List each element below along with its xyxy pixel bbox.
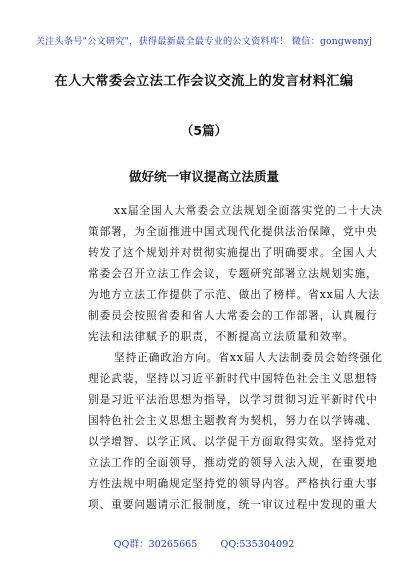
text-line: 以学增智、以学正风、以学促干方面取得实效。坚持党对	[88, 435, 378, 448]
text-line: 策部署，为全面推进中国式现代化提供法治保障，党中央	[88, 225, 378, 238]
footer-qq: QQ:535304092	[220, 539, 295, 550]
document-title: 在人大常委会立法工作会议交流上的发言材料汇编	[54, 74, 354, 89]
text-line: 制委员会按照省委和省人大常委会的工作部署，认真履行	[88, 309, 378, 322]
section-heading: 做好统一审议提高立法质量	[128, 169, 279, 184]
text-line: 项、重要问题请示汇报制度，统一审议过程中发现的重大	[88, 498, 378, 511]
text-line: 国特色社会主义思想主题教育为契机，努力在以学铸魂、	[88, 414, 378, 427]
text-line: 转发了这个规划并对贯彻实施提出了明确要求。全国人大	[88, 246, 378, 259]
body-text	[88, 200, 383, 515]
text-line: 常委会召开立法工作会议，专题研究部署立法规划实施，	[88, 267, 378, 280]
footer-contact	[0, 536, 408, 550]
text-line: 宪法和法律赋予的职责，不断提高立法质量和效率。	[88, 330, 355, 343]
text-line: 为地方立法工作提供了示范、做出了榜样。省xx届人大法	[88, 288, 380, 301]
text-line: 理论武装，坚持以习近平新时代中国特色社会主义思想特	[88, 372, 378, 385]
text-line: 立法工作的全面领导，推动党的领导入法入规，在重要地	[88, 456, 378, 469]
header-watermark-note: 关注头条号"公文研究"，获得最新最全最专业的公文资料库！ 微信：gongwenyj	[35, 36, 373, 47]
text-line: 别是习近平法治思想为指导，以学习贯彻习近平新时代中	[88, 393, 378, 406]
text-line: xx届全国人大常委会立法规划全面落实党的二十大决	[114, 204, 383, 217]
paragraph	[88, 200, 383, 347]
paragraph	[88, 347, 383, 515]
text-line: 坚持正确政治方向。省xx届人大法制委员会始终强化	[114, 351, 383, 364]
footer-qq-group: QQ群：30265665	[113, 539, 198, 550]
document-count: （5篇）	[180, 123, 228, 138]
text-line: 方性法规中明确规定坚持党的领导内容。严格执行重大事	[88, 477, 378, 490]
